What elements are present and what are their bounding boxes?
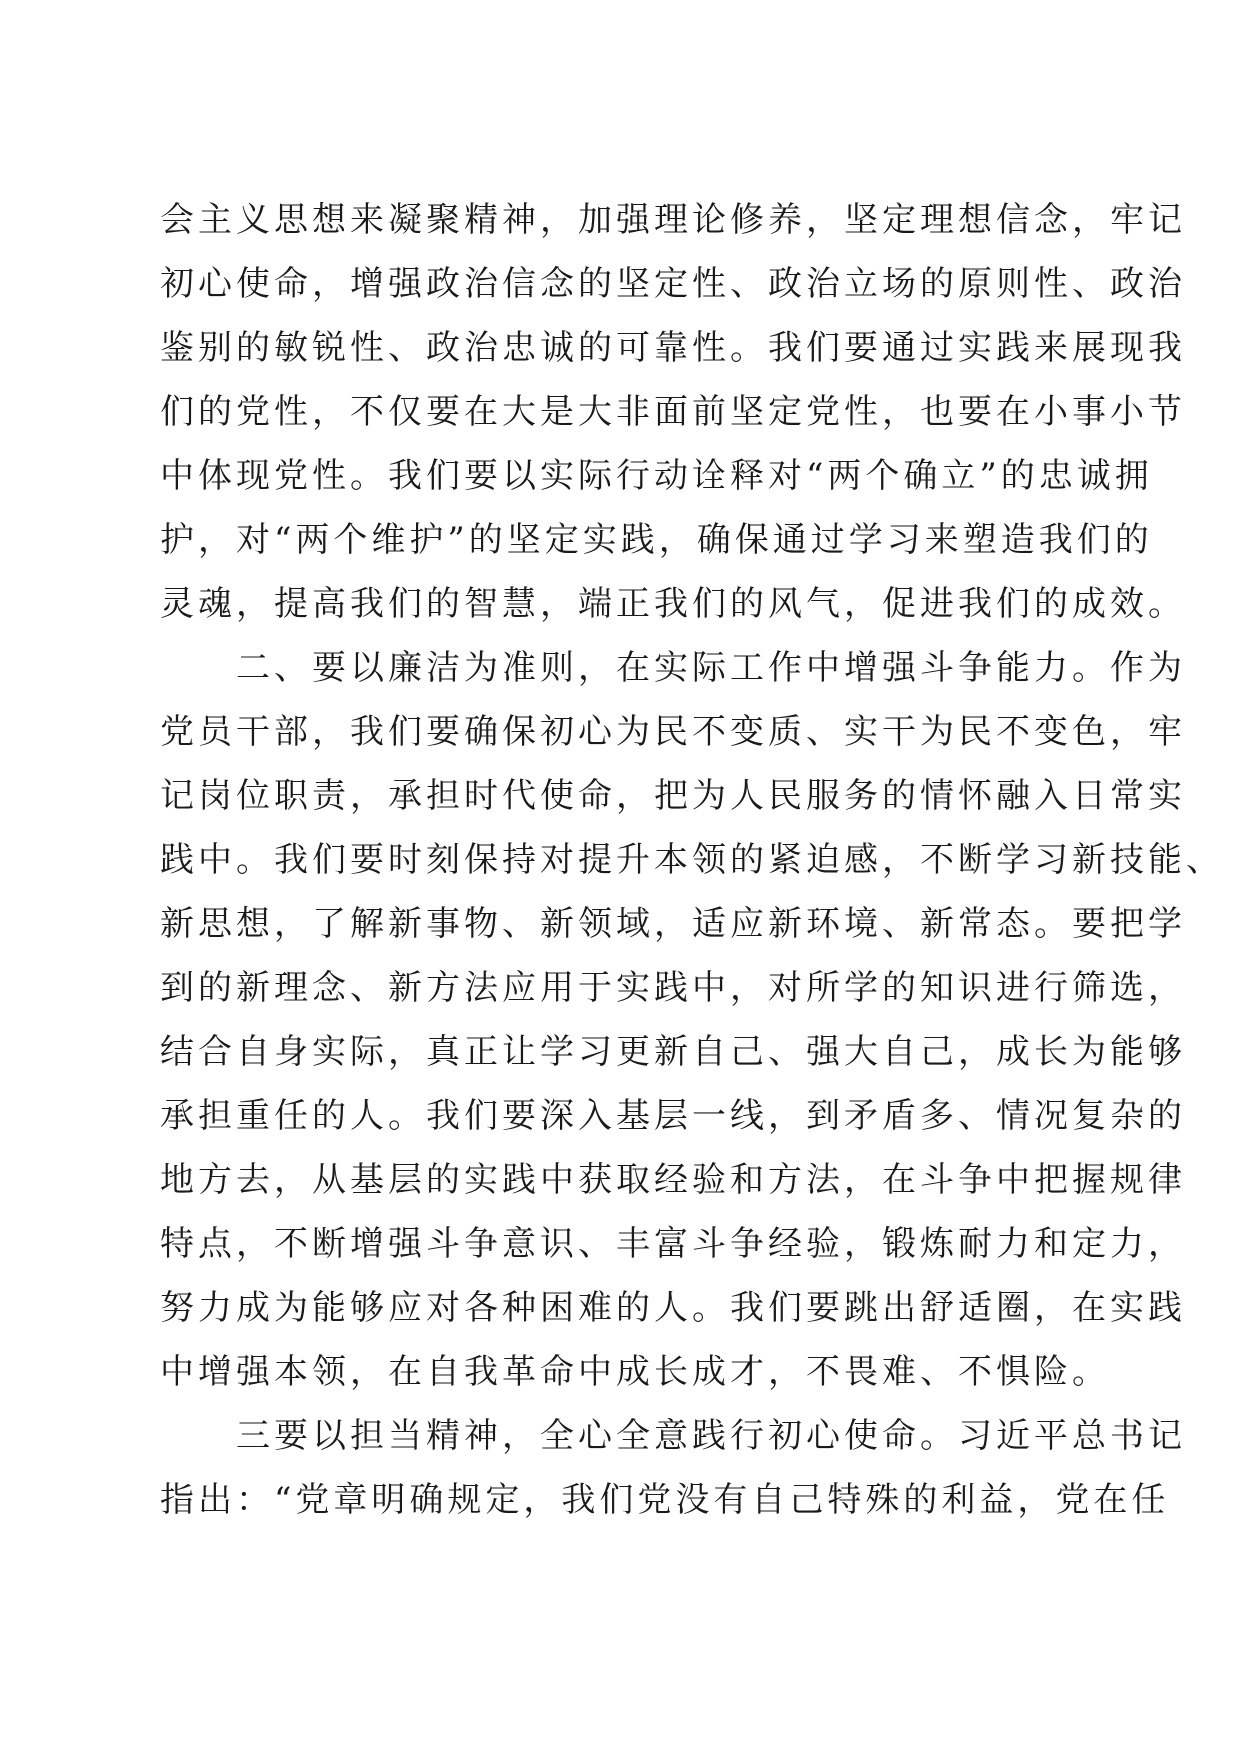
text-line: 鉴别的敏锐性、政治忠诚的可靠性。我们要通过实践来展现我 xyxy=(160,328,1186,368)
text-line: 党员干部，我们要确保初心为民不变质、实干为民不变色，牢 xyxy=(160,712,1186,752)
text-line: 会主义思想来凝聚精神，加强理论修养，坚定理想信念，牢记 xyxy=(160,200,1186,240)
paragraph-heading-2: 二、要以廉洁为准则，在实际工作中增强斗争能力。作为 xyxy=(236,648,1186,688)
text-line: 记岗位职责，承担时代使命，把为人民服务的情怀融入日常实 xyxy=(160,776,1186,816)
text-line: 中体现党性。我们要以实际行动诠释对“两个确立”的忠诚拥 xyxy=(160,456,1153,496)
paragraph-heading-3: 三要以担当精神，全心全意践行初心使命。习近平总书记 xyxy=(236,1416,1186,1456)
text-line: 灵魂，提高我们的智慧，端正我们的风气，促进我们的成效。 xyxy=(160,584,1186,624)
text-line: 中增强本领，在自我革命中成长成才，不畏难、不惧险。 xyxy=(160,1352,1110,1392)
text-line: 结合自身实际，真正让学习更新自己、强大自己，成长为能够 xyxy=(160,1032,1186,1072)
text-line: 新思想，了解新事物、新领域，适应新环境、新常态。要把学 xyxy=(160,904,1186,944)
text-line: 初心使命，增强政治信念的坚定性、政治立场的原则性、政治 xyxy=(160,264,1186,304)
document-body xyxy=(160,188,1224,1532)
text-line: 特点，不断增强斗争意识、丰富斗争经验，锻炼耐力和定力， xyxy=(160,1224,1186,1264)
text-line: 护，对“两个维护”的坚定实践，确保通过学习来塑造我们的 xyxy=(160,520,1153,560)
text-line: 承担重任的人。我们要深入基层一线，到矛盾多、情况复杂的 xyxy=(160,1096,1186,1136)
text-line: 地方去，从基层的实践中获取经验和方法，在斗争中把握规律 xyxy=(160,1160,1186,1200)
text-line: 到的新理念、新方法应用于实践中，对所学的知识进行筛选， xyxy=(160,968,1186,1008)
text-line: 努力成为能够应对各种困难的人。我们要跳出舒适圈，在实践 xyxy=(160,1288,1186,1328)
text-line: 们的党性，不仅要在大是大非面前坚定党性，也要在小事小节 xyxy=(160,392,1186,432)
text-line: 践中。我们要时刻保持对提升本领的紧迫感，不断学习新技能、 xyxy=(160,840,1224,880)
text-line: 指出：“党章明确规定，我们党没有自己特殊的利益，党在任 xyxy=(160,1480,1170,1520)
